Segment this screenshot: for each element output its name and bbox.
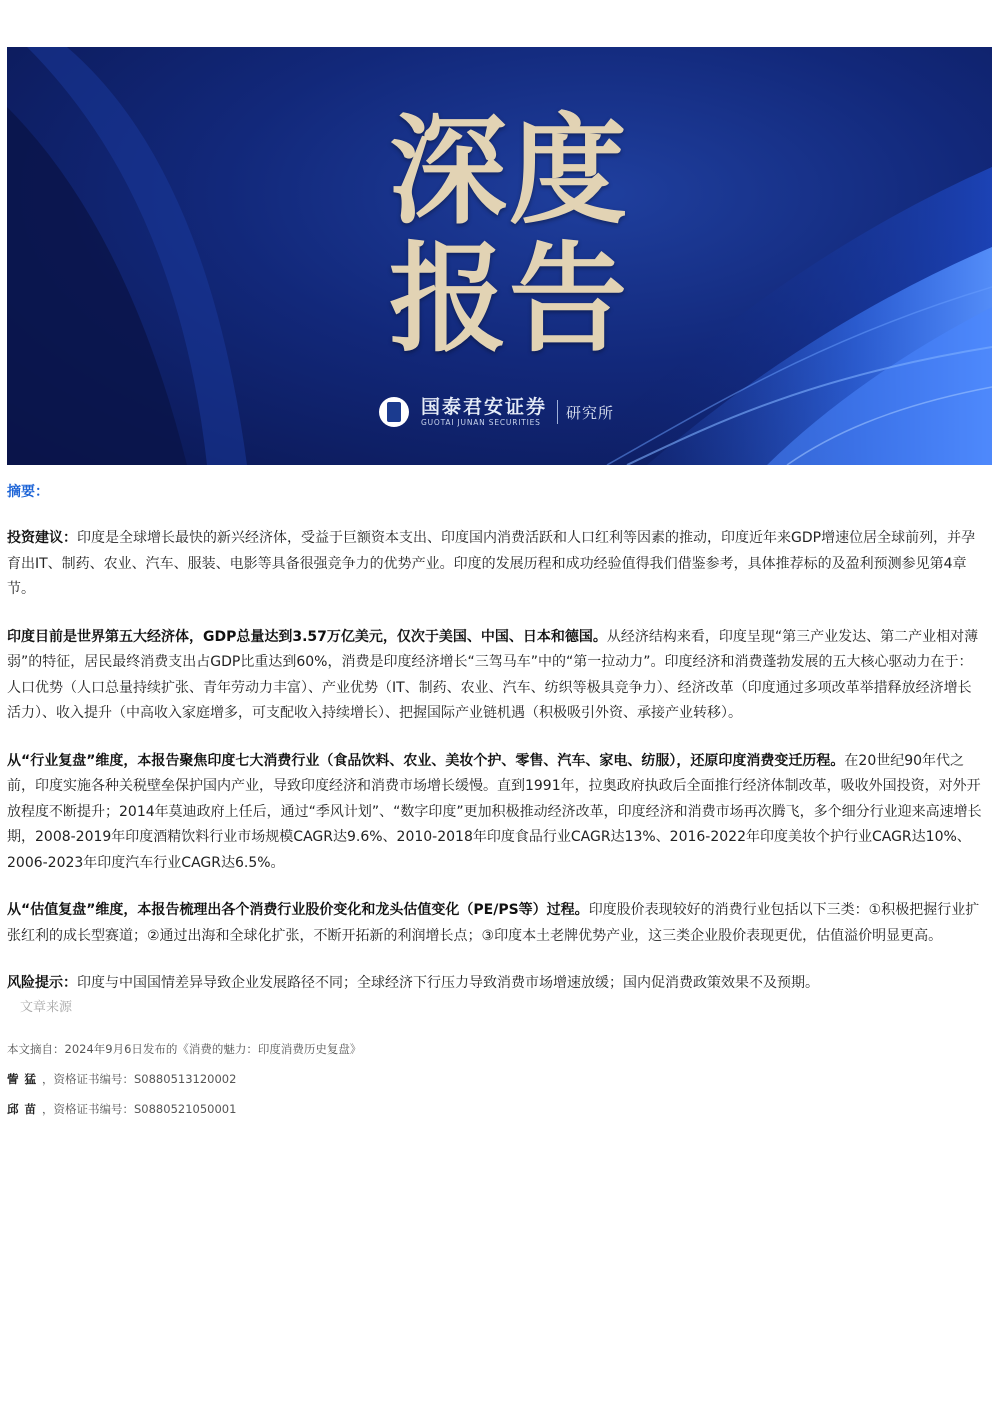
paragraph-lead: 从“行业复盘”维度，本报告聚焦印度七大消费行业（食品饮料、农业、美妆个护、零售、汽车、家电、纺服），还原印度消费变迁历程。 xyxy=(7,752,845,769)
brand-divider xyxy=(557,400,558,424)
paragraph-text: 印度是全球增长最快的新兴经济体，受益于巨额资本支出、印度国内消费活跃和人口红利等因素的推动，印度近年来GDP增速位居全球前列，并孕育出IT、制药、农业、汽车、服装、电影等具备很强竞争力的优势产业。印度的发展历程和成功经验值得我们借鉴参考，具体推荐标的及盈利预测参见第4章节。 xyxy=(7,530,976,597)
paragraph-industry-review xyxy=(7,749,985,877)
paragraph-lead: 从“估值复盘”维度，本报告梳理出各个消费行业股价变化和龙头估值变化（PE/PS等）过程。 xyxy=(7,902,589,918)
source-note: 本文摘自：2024年9月6日发布的《消费的魅力：印度消费历史复盘》 xyxy=(7,1042,362,1056)
paragraph-text: 在20世纪90年代之前，印度实施各种关税壁垒保护国内产业，导致印度经济和消费市场增长缓慢。直到1991年，拉奥政府执政后全面推行经济体制改革，吸收外国投资，对外开放程度不断提升；2014年莫迪政府上任后，通过“季风计划”、“数字印度”更加积极推动经济改革，印度经济和消费市场再次腾飞，多个细分行业迎来高速增长期，2008-2019年印度酒精饮料行业市场规模CAGR达9.6%、2010-2018年印度食品行业CAGR达13%、2016-2022年印度美妆个护行业CAGR达10%、2006-2023年印度汽车行业CAGR达6.5%。 xyxy=(7,752,982,871)
banner-title xyxy=(389,101,639,368)
article-body xyxy=(7,478,985,997)
brand-lockup xyxy=(379,395,614,429)
brand-logo-icon xyxy=(379,397,409,427)
source-tag: 文章来源 xyxy=(20,1000,73,1015)
author-row xyxy=(7,1100,236,1118)
paragraph-text: 从经济结构来看，印度呈现“第三产业发达、第二产业相对薄弱”的特征，居民最终消费支出占GDP比重达到60%，消费是印度经济增长“三驾马车”中的“第一拉动力”。印度经济和消费蓬勃发展的五大核心驱动力在于：人口优势（人口总量持续扩张、青年劳动力丰富）、产业优势（IT、制药、农业、汽车、纺织等极具竞争力）、经济改革（印度通过多项改革举措释放经济增长活力）、收入提升（中高收入家庭增多，可支配收入持续增长）、把握国际产业链机遇（积极吸引外资、承接产业转移）。 xyxy=(7,628,979,721)
author-cert: ，资格证书编号：S0880521050001 xyxy=(42,1102,237,1116)
paragraph-risk xyxy=(7,971,985,997)
paragraph-text: 印度与中国国情差异导致企业发展路径不同；全球经济下行压力导致消费市场增速放缓；国内促消费政策效果不及预期。 xyxy=(77,975,819,991)
brand-name-en: GUOTAI JUNAN SECURITIES xyxy=(421,418,541,427)
paragraph-lead: 印度目前是世界第五大经济体，GDP总量达到3.57万亿美元，仅次于美国、中国、日本和德国。 xyxy=(7,628,607,645)
paragraph-investment-advice xyxy=(7,526,985,603)
author-cert: ，资格证书编号：S0880513120002 xyxy=(42,1072,237,1086)
author-name: 訾猛 xyxy=(7,1072,42,1086)
paragraph-economy xyxy=(7,625,985,727)
banner-title-line2: 报告 xyxy=(389,229,630,368)
summary-label: 摘要： xyxy=(7,484,49,500)
author-row xyxy=(7,1070,236,1088)
paragraph-valuation-review xyxy=(7,898,985,949)
paragraph-lead: 投资建议： xyxy=(7,530,77,546)
paragraph-lead: 风险提示： xyxy=(7,975,77,991)
brand-institute: 研究所 xyxy=(566,403,615,422)
paragraph-text: 印度股价表现较好的消费行业包括以下三类：①积极把握行业扩张红利的成长型赛道；②通过出海和全球化扩张，不断开拓新的利润增长点；③印度本土老牌优势产业，这三类企业股价表现更优，估值溢价明显更高。 xyxy=(7,902,980,944)
brand-name-cn: 国泰君安证券 xyxy=(421,396,548,418)
banner-title-line1: 深度 xyxy=(389,101,630,240)
author-name: 邱苗 xyxy=(7,1102,42,1116)
report-banner xyxy=(7,47,992,465)
